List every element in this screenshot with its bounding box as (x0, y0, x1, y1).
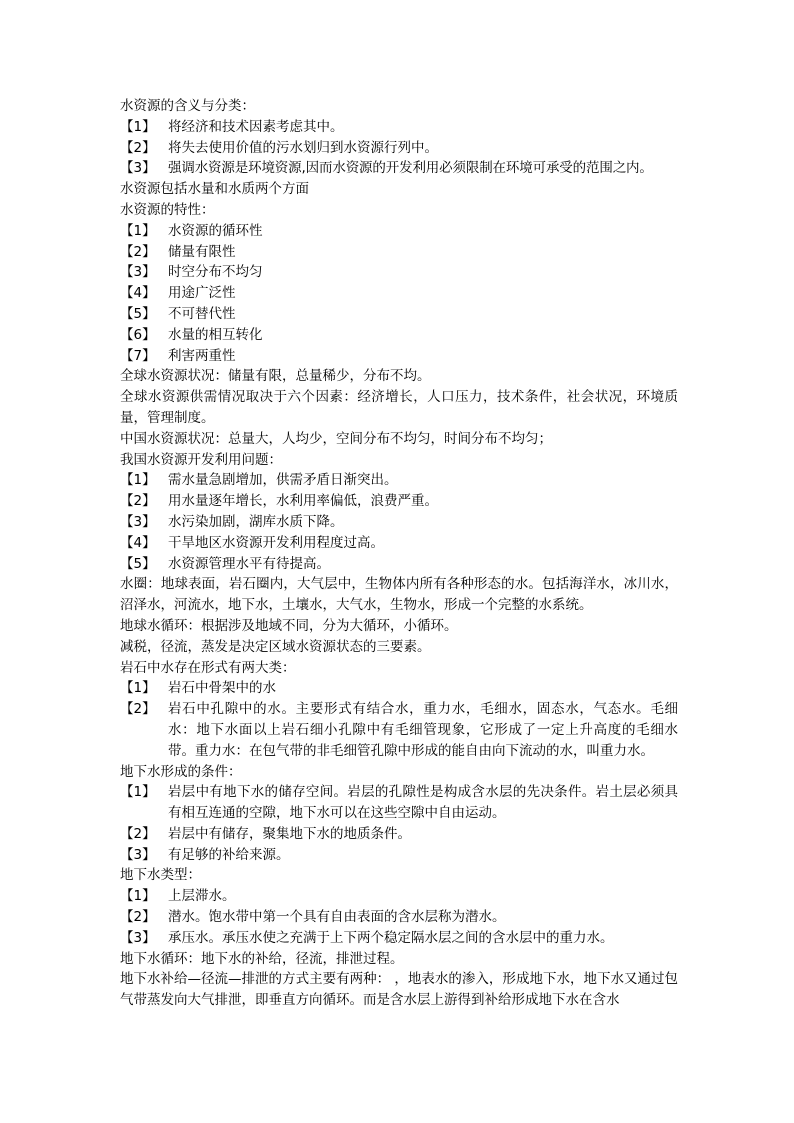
item-text: 有足够的补给来源。 (168, 846, 290, 863)
item-text: 将失去使用价值的污水划归到水资源行列中。 (168, 139, 438, 156)
list-item (120, 221, 678, 242)
item-number: 【7】 (120, 347, 156, 364)
paragraph-global-status: 全球水资源状况：储量有限，总量稀少，分布不均。 (120, 368, 431, 385)
section-heading-groundwater-conditions: 地下水形成的条件： (120, 763, 242, 780)
list-item (120, 325, 678, 346)
item-number: 【3】 (120, 264, 156, 281)
item-text: 不可替代性 (168, 305, 236, 322)
item-number: 【5】 (120, 555, 156, 572)
list-item (120, 678, 678, 699)
item-text: 用水量逐年增长，水利用率偏低，浪费严重。 (168, 493, 438, 510)
section-heading-definition: 水资源的含义与分类： (120, 98, 255, 114)
list-item (120, 782, 678, 824)
item-number: 【3】 (120, 846, 156, 863)
item-text: 岩石中骨架中的水 (168, 680, 276, 697)
item-text: 储量有限性 (168, 243, 236, 260)
document-page (120, 96, 678, 1011)
item-number: 【4】 (120, 285, 156, 302)
item-text: 利害两重性 (168, 347, 236, 364)
list-item (120, 242, 678, 263)
list-item (120, 554, 678, 575)
item-number: 【2】 (120, 139, 156, 156)
paragraph-water-cycle: 地球水循环：根据涉及地域不同，分为大循环，小循环。 (120, 617, 458, 634)
list-item (120, 138, 678, 159)
item-number: 【1】 (120, 472, 156, 489)
item-text: 用途广泛性 (168, 285, 236, 302)
list-item (120, 907, 678, 928)
item-number: 【3】 (120, 160, 156, 177)
list-item (120, 512, 678, 533)
section-heading-problems: 我国水资源开发利用问题： (120, 451, 282, 468)
item-text: 水资源管理水平有待提高。 (168, 555, 330, 572)
item-number: 【1】 (120, 222, 156, 239)
item-text: 潜水。饱水带中第一个具有自由表面的含水层称为潜水。 (168, 909, 506, 926)
section-heading-groundwater-types: 地下水类型： (120, 867, 201, 884)
item-text: 水资源的循环性 (168, 222, 263, 239)
item-number: 【2】 (120, 493, 156, 510)
item-text: 将经济和技术因素考虑其中。 (168, 118, 344, 135)
item-text: 需水量急剧增加，供需矛盾日渐突出。 (168, 472, 398, 489)
item-number: 【2】 (120, 909, 156, 926)
item-text: 岩石中孔隙中的水。主要形式有结合水，重力水，毛细水，固态水，气态水。毛细水：地下水面以上岩石细小孔隙中有毛细管现象，它形成了一定上升高度的毛细水带。重力水：在包气带的非毛细管孔隙中形成的能自由向下流动的水，叫重力水。 (168, 701, 678, 759)
list-item (120, 117, 678, 138)
paragraph-global-supply: 全球水资源供需情况取决于六个因素：经济增长，人口压力，技术条件，社会状况，环境质量，管理制度。 (120, 389, 678, 426)
list-item (120, 158, 678, 179)
section-heading-characteristics: 水资源的特性： (120, 201, 215, 218)
item-text: 干旱地区水资源开发利用程度过高。 (168, 534, 384, 551)
paragraph-quantity-quality: 水资源包括水量和水质两个方面 (120, 181, 309, 198)
item-number: 【1】 (120, 888, 156, 905)
paragraph-recharge: 地下水补给—径流—排泄的方式主要有两种： ，地表水的渗入，形成地下水，地下水又通过包气带蒸发向大气排泄，即垂直方向循环。而是含水层上游得到补给形成地下水在含水 (120, 971, 678, 1009)
list-item (120, 824, 678, 845)
item-number: 【5】 (120, 305, 156, 322)
paragraph-china-status: 中国水资源状况：总量大，人均少，空间分布不均匀，时间分布不均匀； (120, 430, 552, 447)
item-text: 水污染加剧，湖库水质下降。 (168, 513, 344, 530)
item-text: 水量的相互转化 (168, 326, 263, 343)
list-item (120, 304, 678, 325)
item-number: 【2】 (120, 243, 156, 260)
item-text: 上层滞水。 (168, 888, 236, 905)
item-text: 承压水。承压水使之充满于上下两个稳定隔水层之间的含水层中的重力水。 (168, 929, 614, 946)
paragraph-hydrosphere: 水圈：地球表面，岩石圈内，大气层中，生物体内所有各种形态的水。包括海洋水，冰川水，沼泽水，河流水，地下水，土壤水，大气水，生物水，形成一个完整的水系统。 (120, 576, 678, 614)
list-item (120, 470, 678, 491)
item-number: 【1】 (120, 784, 156, 801)
item-number: 【3】 (120, 513, 156, 530)
item-number: 【2】 (120, 701, 156, 718)
item-text: 岩层中有地下水的储存空间。岩层的孔隙性是构成含水层的先决条件。岩土层必须具有相互连通的空隙，地下水可以在这些空隙中自由运动。 (168, 784, 678, 822)
item-number: 【3】 (120, 929, 156, 946)
item-number: 【1】 (120, 118, 156, 135)
paragraph-three-elements: 减税，径流，蒸发是决定区域水资源状态的三要素。 (120, 638, 431, 655)
item-number: 【4】 (120, 534, 156, 551)
item-text: 强调水资源是环境资源,因而水资源的开发利用必须限制在环境可承受的范围之内。 (168, 160, 653, 177)
list-item (120, 346, 678, 367)
section-heading-rock-water: 岩石中水存在形式有两大类： (120, 659, 296, 676)
item-number: 【1】 (120, 680, 156, 697)
item-number: 【6】 (120, 326, 156, 343)
item-number: 【2】 (120, 825, 156, 842)
list-item (120, 699, 678, 761)
list-item (120, 262, 678, 283)
list-item (120, 928, 678, 949)
list-item (120, 491, 678, 512)
list-item (120, 283, 678, 304)
list-item (120, 845, 678, 866)
paragraph-groundwater-cycle: 地下水循环：地下水的补给，径流，排泄过程。 (120, 950, 404, 967)
item-text: 时空分布不均匀 (168, 264, 263, 281)
list-item (120, 886, 678, 907)
list-item (120, 533, 678, 554)
item-text: 岩层中有储存，聚集地下水的地质条件。 (168, 825, 411, 842)
